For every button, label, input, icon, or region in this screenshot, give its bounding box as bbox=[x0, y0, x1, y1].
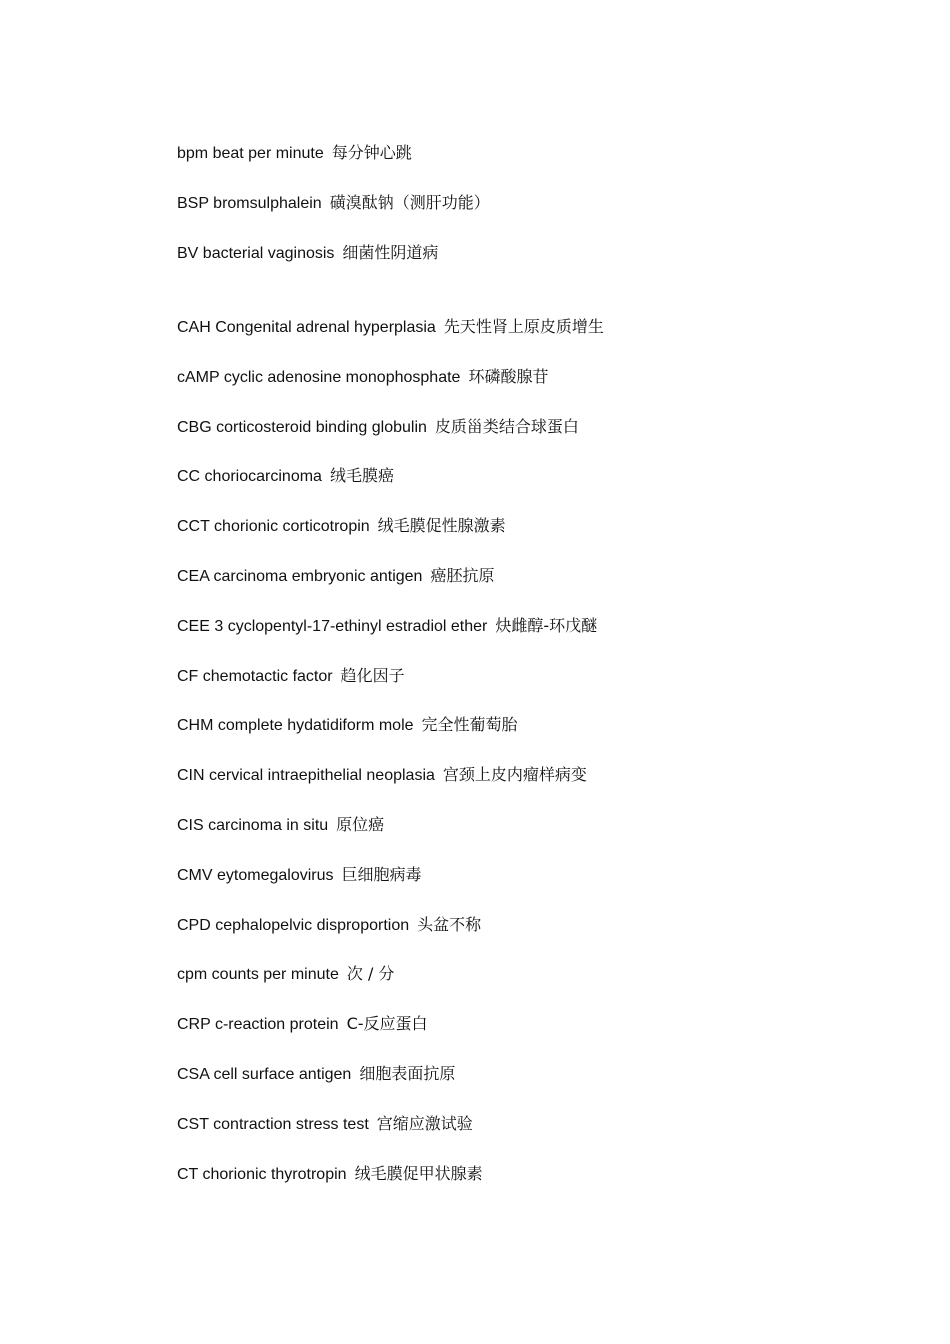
entry-translation: 癌胚抗原 bbox=[430, 565, 495, 585]
entry-translation: 每分钟心跳 bbox=[331, 143, 412, 162]
entry-translation: 细胞表面抗原 bbox=[359, 1063, 456, 1083]
entry-translation: 环磷酸腺苷 bbox=[468, 366, 549, 386]
entry-term: CAH Congenital adrenal hyperplasia bbox=[177, 319, 436, 336]
entry-translation: 细菌性阴道病 bbox=[342, 242, 439, 262]
abbreviation-entry bbox=[177, 364, 877, 414]
abbreviation-entry bbox=[177, 712, 877, 762]
abbreviation-entry bbox=[177, 1061, 877, 1111]
entry-term: CT chorionic thyrotropin bbox=[177, 1165, 347, 1183]
entry-translation: 次 / 分 bbox=[346, 964, 395, 984]
entry-term: CCT chorionic corticotropin bbox=[177, 518, 370, 536]
entry-term: CHM complete hydatidiform mole bbox=[177, 717, 414, 735]
entry-translation: 巨细胞病毒 bbox=[341, 864, 422, 884]
entry-term: CSA cell surface antigen bbox=[177, 1065, 352, 1083]
entry-term: CF chemotactic factor bbox=[177, 667, 333, 685]
entry-translation: 炔雌醇-环戊醚 bbox=[495, 615, 598, 635]
entry-term: CC choriocarcinoma bbox=[177, 468, 322, 486]
entry-term: CRP c-reaction protein bbox=[177, 1016, 339, 1034]
entry-term: BV bacterial vaginosis bbox=[177, 244, 335, 262]
entry-term: CEA carcinoma embryonic antigen bbox=[177, 567, 423, 585]
abbreviation-entry bbox=[177, 140, 877, 190]
entry-translation: 宫颈上皮内瘤样病变 bbox=[442, 765, 587, 785]
entry-translation: 先天性肾上原皮质增生 bbox=[443, 317, 604, 336]
entry-translation: 趋化因子 bbox=[340, 665, 405, 685]
entry-term: cAMP cyclic adenosine monophosphate bbox=[177, 368, 461, 386]
abbreviation-entry bbox=[177, 613, 877, 663]
entry-term: CST contraction stress test bbox=[177, 1115, 369, 1133]
entry-term: BSP bromsulphalein bbox=[177, 194, 322, 212]
entry-term: CBG corticosteroid binding globulin bbox=[177, 418, 427, 436]
abbreviation-entry bbox=[177, 563, 877, 613]
entry-translation: 完全性葡萄胎 bbox=[421, 715, 518, 735]
entry-translation: 头盆不称 bbox=[417, 914, 482, 934]
abbreviation-entry bbox=[177, 1011, 877, 1061]
entry-translation: 绒毛膜促性腺激素 bbox=[377, 516, 506, 536]
entry-translation: 宫缩应激试验 bbox=[376, 1113, 473, 1133]
abbreviation-entry bbox=[177, 812, 877, 862]
abbreviation-entry bbox=[177, 762, 877, 812]
entry-translation: 绒毛膜促甲状腺素 bbox=[354, 1163, 483, 1183]
abbreviation-entry bbox=[177, 240, 877, 290]
entry-term: CPD cephalopelvic disproportion bbox=[177, 916, 410, 934]
entry-translation: 绒毛膜癌 bbox=[329, 466, 394, 486]
abbreviation-entry bbox=[177, 414, 877, 464]
abbreviation-group-b bbox=[177, 140, 877, 289]
entry-translation: 皮质甾类结合球蛋白 bbox=[434, 416, 579, 436]
abbreviation-group-c bbox=[177, 314, 877, 1210]
entry-term: CIS carcinoma in situ bbox=[177, 816, 329, 834]
abbreviation-entry bbox=[177, 663, 877, 713]
entry-term: CIN cervical intraepithelial neoplasia bbox=[177, 767, 435, 785]
abbreviation-entry bbox=[177, 862, 877, 912]
abbreviation-entry bbox=[177, 912, 877, 962]
entry-term: bpm beat per minute bbox=[177, 145, 324, 162]
entry-term: CEE 3 cyclopentyl-17-ethinyl estradiol ether bbox=[177, 617, 488, 635]
abbreviation-entry bbox=[177, 1161, 877, 1211]
abbreviation-entry bbox=[177, 1111, 877, 1161]
entry-term: cpm counts per minute bbox=[177, 966, 339, 984]
abbreviation-entry bbox=[177, 463, 877, 513]
abbreviation-entry bbox=[177, 961, 877, 1011]
entry-translation: 原位癌 bbox=[336, 814, 385, 834]
abbreviation-entry bbox=[177, 190, 877, 240]
entry-translation: C-反应蛋白 bbox=[346, 1014, 428, 1034]
abbreviation-entry bbox=[177, 513, 877, 563]
abbreviation-entry bbox=[177, 314, 877, 364]
entry-translation: 磺溴酞钠（测肝功能） bbox=[329, 192, 490, 212]
entry-term: CMV eytomegalovirus bbox=[177, 866, 334, 884]
